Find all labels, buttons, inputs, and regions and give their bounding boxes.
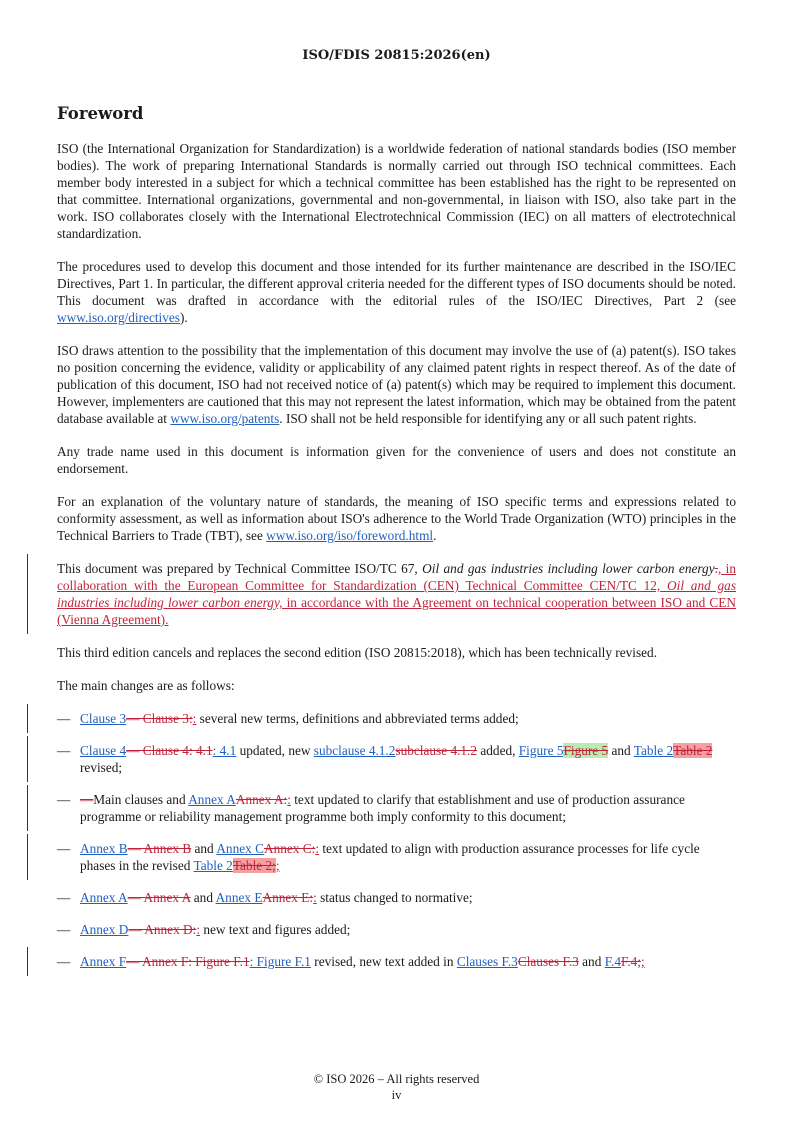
paragraph-iso-intro: ISO (the International Organization for Standardization) is a worldwide federation of national standards bodies (ISO member bodies). The work of preparing International Standards is normally carried out through ISO technical committees. Each member body interested in a subject for which a technical committee has been established has the right to be represented on that committee. International organizations, governmental and non-governmental, in liaison with ISO, also take part in the work. ISO collaborates closely with the International Electrotechnical Commission (IEC) on all matters of electrotechnical standardization. bbox=[57, 141, 736, 241]
paragraph-trade-name: Any trade name used in this document is information given for the convenience of users and does not constitute an endorsement. bbox=[57, 444, 736, 476]
change-bar bbox=[27, 834, 28, 880]
page-content bbox=[57, 105, 736, 985]
change-bar bbox=[27, 736, 28, 782]
list-dash: — bbox=[57, 711, 71, 726]
patents-link[interactable]: www.iso.org/patents bbox=[170, 411, 280, 426]
page-number: iv bbox=[391, 1088, 402, 1102]
list-dash: — bbox=[57, 743, 71, 758]
changes-list bbox=[57, 710, 736, 970]
document-header: ISO/FDIS 20815:2026(en) bbox=[302, 48, 491, 63]
table-2-link[interactable]: Table 2 bbox=[633, 743, 674, 758]
annex-b-link[interactable]: Annex B bbox=[80, 841, 128, 856]
tracked-paragraph-committee bbox=[57, 560, 736, 628]
change-bar bbox=[27, 947, 28, 976]
change-bar bbox=[27, 785, 28, 831]
annex-c-link[interactable]: Annex C bbox=[216, 841, 264, 856]
page-footer bbox=[0, 1071, 793, 1103]
paragraph-patents: ISO draws attention to the possibility that the implementation of this document may involve the use of (a) patent(s). ISO takes no position concerning the evidence, validity or applicability of any claimed patent rights in respect thereof. As of the date of publication of this document, ISO had not received notice of (a) patent(s) which may be required to implement this document. However, implementers are cautioned that this may not represent the latest information, which may be obtained from the patent database available at www.iso.org/patents. ISO shall not be held responsible for identifying any or all such patent rights. bbox=[57, 343, 736, 426]
subclause-4-1-2-link[interactable]: subclause 4.1.2 bbox=[313, 743, 396, 758]
paragraph-edition: This third edition cancels and replaces the second edition (ISO 20815:2018), which has been technically revised. bbox=[57, 645, 658, 660]
foreword-link[interactable]: www.iso.org/iso/foreword.html bbox=[266, 528, 434, 543]
change-item: — Annex D— Annex D:: new text and figures added; bbox=[57, 922, 351, 937]
paragraph-voluntary-nature: For an explanation of the voluntary nature of standards, the meaning of ISO specific terms and expressions related to conformity assessment, as well as information about ISO's adherence to the World Trade Organization (WTO) principles in the Technical Barriers to Trade (TBT), see www.iso.org/iso/foreword.html. bbox=[57, 494, 736, 543]
copyright-notice: © ISO 2026 – All rights reserved bbox=[313, 1072, 480, 1086]
change-item: — Clause 4— Clause 4: 4.1: 4.1 updated, new subclause 4.1.2subclause 4.1.2 added, Figure 5Figure 5 and Table 2Table 2 revised; bbox=[57, 742, 736, 776]
change-item: — Clause 3— Clause 3:: several new terms, definitions and abbreviated terms added; bbox=[57, 710, 736, 727]
table-2-link[interactable]: Table 2 bbox=[193, 858, 233, 873]
list-dash: — bbox=[57, 841, 71, 856]
list-dash: — bbox=[57, 954, 71, 969]
annex-f-link[interactable]: Annex F bbox=[80, 954, 127, 969]
clause-4-link[interactable]: Clause 4 bbox=[80, 743, 127, 758]
change-item: — Annex F— Annex F: Figure F.1: Figure F.1 revised, new text added in Clauses F.3Clauses F.3 and F.4F.4;; bbox=[57, 953, 736, 970]
figure-5-link[interactable]: Figure 5 bbox=[518, 743, 564, 758]
list-dash: — bbox=[57, 890, 71, 905]
directives-link[interactable]: www.iso.org/directives bbox=[57, 310, 180, 325]
annex-a-link[interactable]: Annex A bbox=[80, 890, 128, 905]
annex-d-link[interactable]: Annex D bbox=[80, 922, 129, 937]
f-4-link[interactable]: F.4 bbox=[604, 954, 621, 969]
change-item: — Annex B— Annex B and Annex CAnnex C:: text updated to align with production assurance processes for life cycle phases in the revised Table 2Table 2;; bbox=[57, 840, 736, 874]
paragraph-main-changes: The main changes are as follows: bbox=[57, 678, 235, 693]
change-bar bbox=[27, 554, 28, 634]
paragraph-procedures: The procedures used to develop this document and those intended for its further maintenance are described in the ISO/IEC Directives, Part 1. In particular, the different approval criteria needed for the different types of ISO documents should be noted. This document was drafted in accordance with the editorial rules of the ISO/IEC Directives, Part 2 (see www.iso.org/directives). bbox=[57, 259, 736, 325]
section-title: Foreword bbox=[57, 104, 144, 123]
list-dash: — bbox=[57, 922, 71, 937]
change-item: — —Main clauses and Annex AAnnex A:: text updated to clarify that establishment and use of production assurance programme or reliability management programme both imply conformity to this document; bbox=[57, 791, 736, 825]
paragraph-committee: This document was prepared by Technical Committee ISO/TC 67, Oil and gas industries including lower carbon energy., in collaboration with the European Committee for Standardization (CEN) Technical Committee CEN/TC 12, Oil and gas industries including lower carbon energy, in accordance with the Agreement on technical cooperation between ISO and CEN (Vienna Agreement). bbox=[57, 561, 736, 627]
clauses-f-3-link[interactable]: Clauses F.3 bbox=[456, 954, 518, 969]
clause-3-link[interactable]: Clause 3 bbox=[80, 711, 127, 726]
annex-a-link[interactable]: Annex A bbox=[188, 792, 236, 807]
change-bar bbox=[27, 704, 28, 733]
change-item: — Annex A— Annex A and Annex EAnnex E:: status changed to normative; bbox=[57, 890, 473, 905]
list-dash: — bbox=[57, 792, 71, 807]
annex-e-link[interactable]: Annex E bbox=[215, 890, 263, 905]
